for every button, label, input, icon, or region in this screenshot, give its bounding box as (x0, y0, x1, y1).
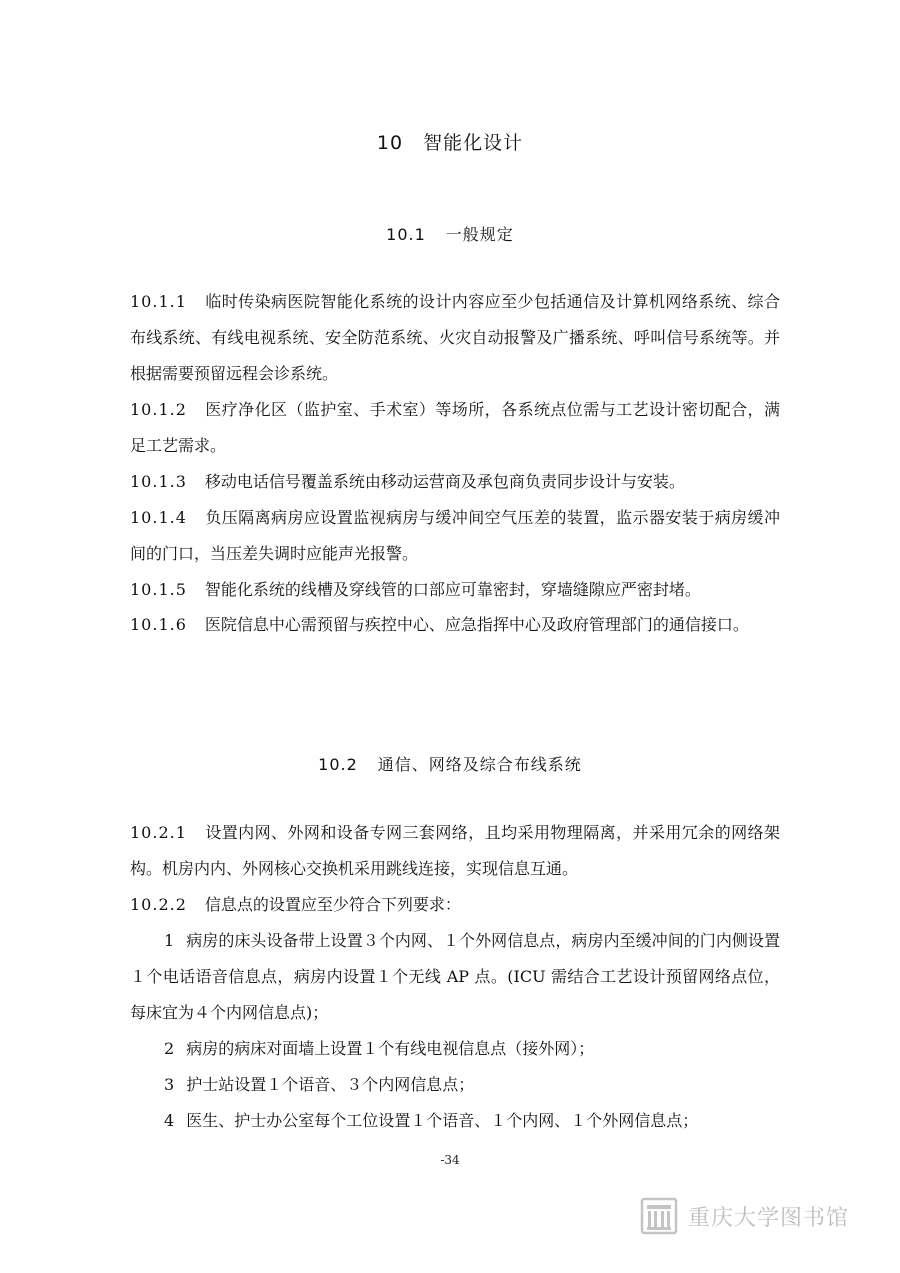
item-text: 病房的床头设备带上设置３个内网、１个外网信息点，病房内至缓冲间的门内侧设置１个电话语音信息点，病房内设置１个无线 AP 点。(ICU 需结合工艺设计预留网络点位，每床宜为４个内网信息点)； (130, 931, 780, 1022)
list-item-1 (130, 923, 780, 1031)
item-text: 医生、护士办公室每个工位设置１个语音、１个内网、１个外网信息点； (186, 1111, 699, 1130)
page-number: -34 (440, 1153, 460, 1167)
item-number: 4 (164, 1111, 175, 1130)
clause-text: 设置内网、外网和设备专网三套网络，且均采用物理隔离，并采用冗余的网络架构。机房内内、外网核心交换机采用跳线连接，实现信息互通。 (130, 823, 780, 878)
item-number: 3 (164, 1075, 175, 1094)
clause-number: 10.1.1 (130, 292, 187, 311)
clause-number: 10.1.6 (130, 615, 187, 634)
clause-10-1-4 (130, 500, 780, 572)
clause-text: 医疗净化区（监护室、手术室）等场所，各系统点位需与工艺设计密切配合，满足工艺需求。 (130, 400, 780, 455)
clause-text: 医院信息中心需预留与疾控中心、应急指挥中心及政府管理部门的通信接口。 (204, 615, 749, 634)
clause-number: 10.1.3 (130, 472, 187, 491)
library-watermark (640, 1196, 849, 1236)
clause-text: 智能化系统的线槽及穿线管的口部应可靠密封，穿墙缝隙应严密封堵。 (204, 580, 701, 599)
section-heading-10-1 (0, 222, 900, 245)
list-item-3 (130, 1067, 780, 1103)
clause-text: 移动电话信号覆盖系统由移动运营商及承包商负责同步设计与安装。 (204, 472, 685, 491)
clause-number: 10.2.2 (130, 895, 187, 914)
clause-10-2-1 (130, 815, 780, 887)
clause-text: 临时传染病医院智能化系统的设计内容应至少包括通信及计算机网络系统、综合布线系统、有线电视系统、安全防范系统、火灾自动报警及广播系统、呼叫信号系统等。并根据需要预留远程会诊系统。 (130, 292, 780, 383)
clause-10-1-3 (130, 464, 780, 500)
section-heading-10-2 (0, 752, 900, 775)
section-number: 10.1 (386, 225, 426, 244)
watermark-text: 重庆大学图书馆 (688, 1205, 850, 1231)
section-title: 一般规定 (445, 225, 514, 244)
section-number: 10.2 (318, 755, 358, 774)
library-logo-icon (640, 1197, 678, 1235)
clause-10-1-6 (130, 607, 780, 643)
clause-text: 信息点的设置应至少符合下列要求： (204, 895, 461, 914)
item-text: 病房的病床对面墙上设置１个有线电视信息点（接外网）； (186, 1039, 595, 1058)
clause-number: 10.1.4 (130, 508, 187, 527)
item-number: 1 (164, 931, 175, 950)
chapter-heading (0, 128, 900, 155)
list-item-4 (130, 1103, 780, 1139)
item-number: 2 (164, 1039, 175, 1058)
clause-10-2-2 (130, 887, 780, 923)
list-item-2 (130, 1031, 780, 1067)
chapter-number: 10 (376, 132, 404, 154)
clause-number: 10.1.2 (130, 400, 187, 419)
clause-number: 10.1.5 (130, 580, 187, 599)
item-text: 护士站设置１个语音、３个内网信息点； (186, 1075, 475, 1094)
clause-number: 10.2.1 (130, 823, 187, 842)
clause-text: 负压隔离病房应设置监视病房与缓冲间空气压差的装置，监示器安装于病房缓冲间的门口，当压差失调时应能声光报警。 (130, 508, 780, 563)
clause-10-1-2 (130, 392, 780, 464)
clause-10-1-1 (130, 284, 780, 392)
section-title: 通信、网络及综合布线系统 (377, 755, 582, 774)
chapter-title: 智能化设计 (423, 132, 524, 154)
clause-10-1-5 (130, 572, 780, 608)
